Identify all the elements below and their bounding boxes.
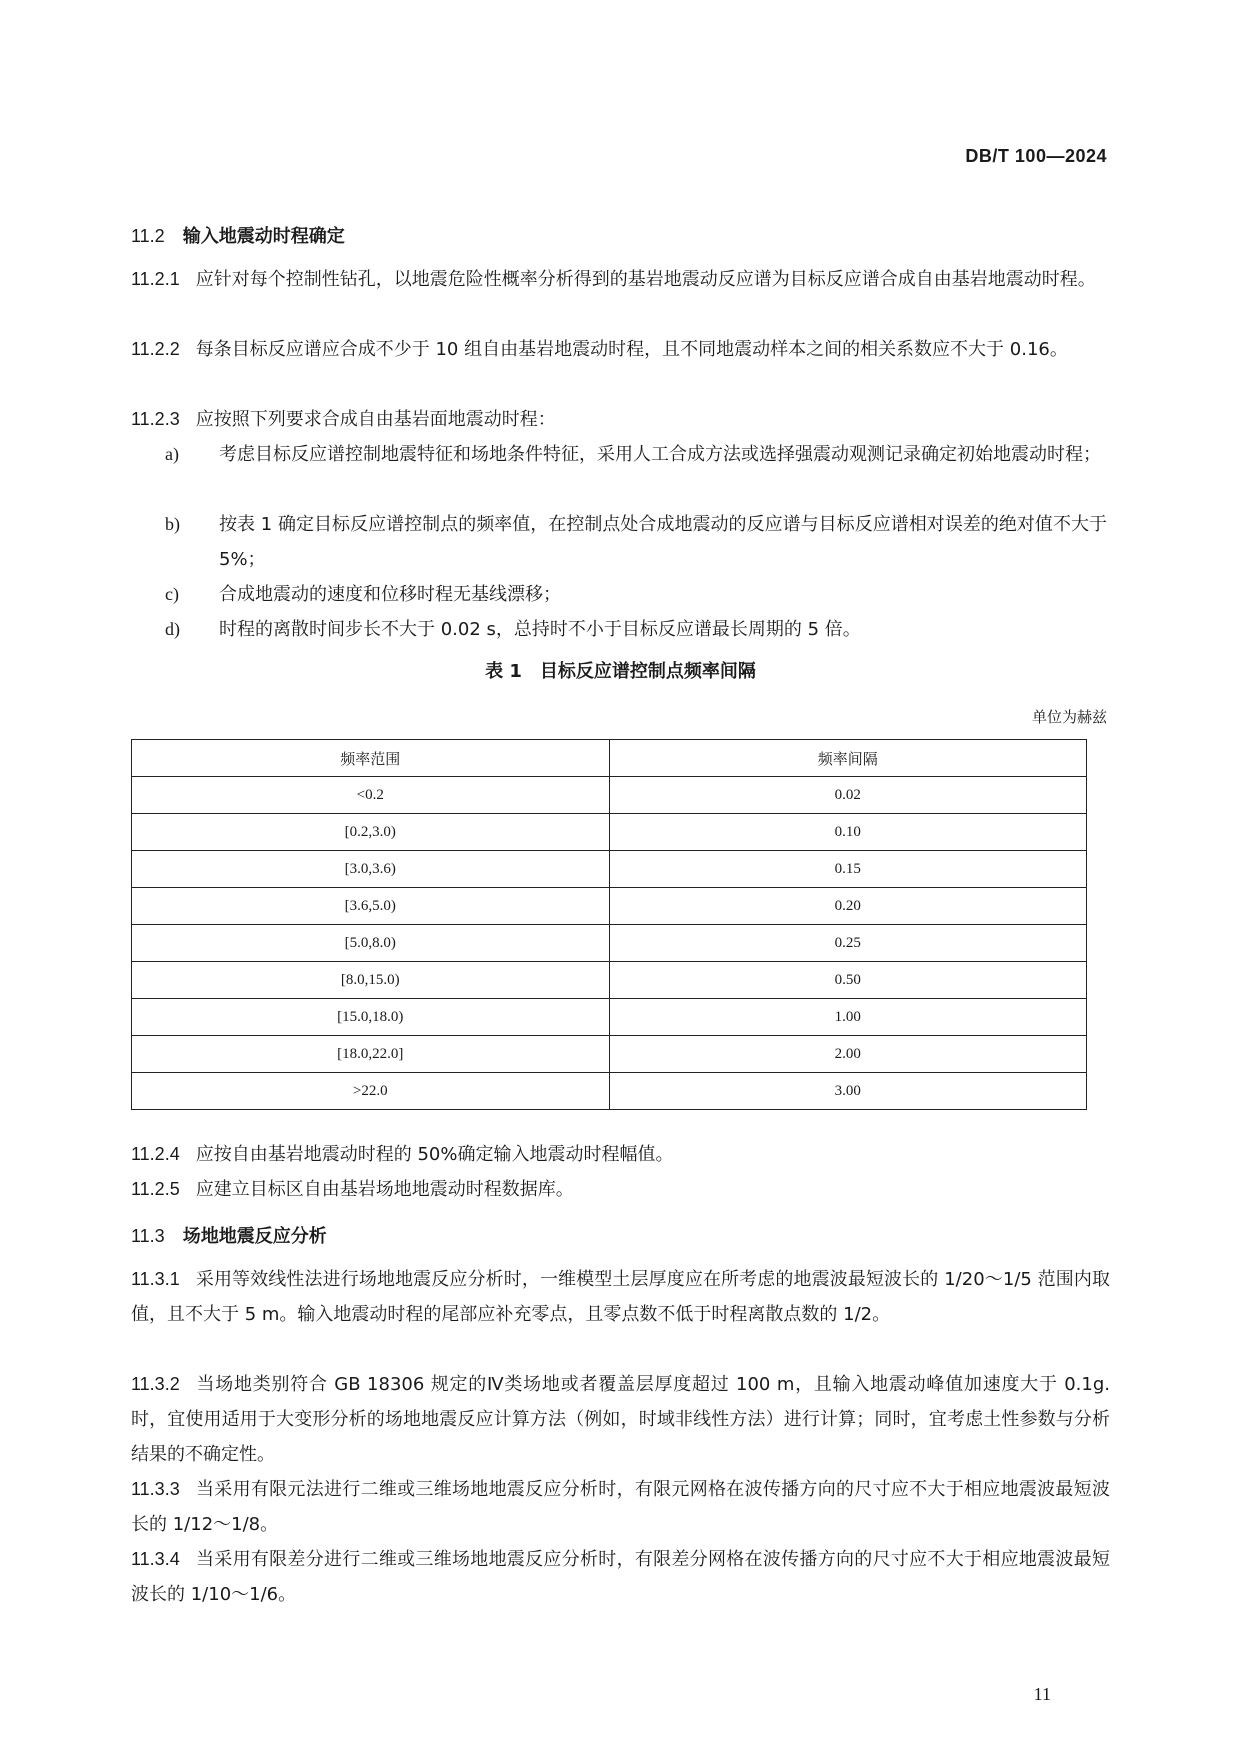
clause-text: 当采用有限元法进行二维或三维场地地震反应分析时，有限元网格在波传播方向的尺寸应不大于相应地震波最短波长的 1/12～1/8。 (131, 1479, 1110, 1535)
interval-cell: 0.25 (609, 925, 1087, 962)
range-cell: [5.0,8.0) (132, 925, 610, 962)
standard-code: DB/T 100—2024 (965, 146, 1107, 166)
interval-cell: 0.20 (609, 888, 1087, 925)
clause-number: 11.2.1 (131, 269, 180, 289)
header-frequency-range: 频率范围 (132, 740, 610, 777)
clause-text: 当采用有限差分进行二维或三维场地地震反应分析时，有限差分网格在波传播方向的尺寸应不大于相应地震波最短波长的 1/10～1/6。 (131, 1549, 1110, 1605)
list-marker: a) (165, 444, 179, 464)
table-unit: 单位为赫兹 (1031, 708, 1107, 726)
range-cell: [3.0,3.6) (132, 851, 610, 888)
clause-11-3-1 (131, 1262, 1110, 1332)
clause-number: 11.2.2 (131, 339, 180, 359)
header-frequency-interval: 频率间隔 (609, 740, 1087, 777)
interval-cell: 0.02 (609, 777, 1087, 814)
clause-text: 每条目标反应谱应合成不少于 10 组自由基岩地震动时程，且不同地震动样本之间的相关系数应不大于 0.16。 (195, 339, 1068, 360)
clause-11-2-5 (131, 1172, 1110, 1207)
interval-cell: 0.50 (609, 962, 1087, 999)
clause-number: 11.3.2 (131, 1374, 180, 1394)
page-number: 11 (1033, 1684, 1051, 1704)
clause-text: 应建立目标区自由基岩场地地震动时程数据库。 (195, 1179, 574, 1200)
range-cell: [15.0,18.0) (132, 999, 610, 1036)
interval-cell: 1.00 (609, 999, 1087, 1036)
clause-11-3-4 (131, 1542, 1110, 1612)
clause-number: 11.2.3 (131, 409, 180, 429)
section-heading-11-2 (131, 222, 345, 248)
table-row (132, 962, 1087, 999)
range-cell: <0.2 (132, 777, 610, 814)
clause-11-3-3 (131, 1472, 1110, 1542)
clause-text: 应按照下列要求合成自由基岩面地震动时程： (195, 409, 556, 430)
interval-cell: 0.10 (609, 814, 1087, 851)
clause-text: 应针对每个控制性钻孔，以地震危险性概率分析得到的基岩地震动反应谱为目标反应谱合成自由基岩地震动时程。 (195, 269, 1096, 290)
table-title (0, 657, 1241, 683)
table-label: 表 1 (485, 661, 522, 682)
clause-number: 11.3.3 (131, 1479, 180, 1499)
table-row (132, 814, 1087, 851)
list-marker: b) (165, 514, 180, 534)
list-item (165, 507, 1110, 577)
range-cell: [3.6,5.0) (132, 888, 610, 925)
clause-text: 采用等效线性法进行场地地震反应分析时，一维模型土层厚度应在所考虑的地震波最短波长的 1/20～1/5 范围内取值，且不大于 5 m。输入地震动时程的尾部应补充零点，且零点数不低于时程离散点数的 1/2。 (131, 1269, 1110, 1325)
list-text: 时程的离散时间步长不大于 0.02 s，总持时不小于目标反应谱最长周期的 5 倍。 (219, 619, 861, 640)
list-item (165, 577, 1110, 612)
clause-number: 11.3.1 (131, 1269, 180, 1289)
table-row (132, 777, 1087, 814)
interval-cell: 0.15 (609, 851, 1087, 888)
clause-number: 11.2.5 (131, 1179, 180, 1199)
table-row (132, 1073, 1087, 1110)
section-number: 11.3 (131, 1226, 165, 1246)
table-row (132, 851, 1087, 888)
table-caption: 目标反应谱控制点频率间隔 (539, 661, 756, 682)
clause-text: 当场地类别符合 GB 18306 规定的Ⅳ类场地或者覆盖层厚度超过 100 m，且输入地震动峰值加速度大于 0.1g. 时，宜使用适用于大变形分析的场地地震反应计算方法（例如，时域非线性方法）进行计算；同时，宜考虑土性参数与分析结果的不确定性。 (131, 1374, 1110, 1465)
clause-number: 11.2.4 (131, 1144, 180, 1164)
clause-11-2-1 (131, 262, 1110, 297)
section-number: 11.2 (131, 226, 165, 246)
section-title: 输入地震动时程确定 (182, 226, 345, 247)
range-cell: [0.2,3.0) (132, 814, 610, 851)
interval-cell: 2.00 (609, 1036, 1087, 1073)
list-text: 合成地震动的速度和位移时程无基线漂移； (219, 584, 561, 605)
list-item (165, 612, 1110, 647)
range-cell: [18.0,22.0] (132, 1036, 610, 1073)
clause-11-2-2 (131, 332, 1110, 367)
range-cell: [8.0,15.0) (132, 962, 610, 999)
range-cell: >22.0 (132, 1073, 610, 1110)
table-header-row (132, 740, 1087, 777)
list-item (165, 437, 1110, 472)
clause-11-2-3 (131, 402, 1110, 437)
table-row (132, 999, 1087, 1036)
frequency-table (131, 739, 1087, 1110)
clause-11-2-4 (131, 1137, 1110, 1172)
list-marker: d) (165, 619, 180, 639)
interval-cell: 3.00 (609, 1073, 1087, 1110)
table-row (132, 888, 1087, 925)
clause-number: 11.3.4 (131, 1549, 180, 1569)
clause-text: 应按自由基岩地震动时程的 50%确定输入地震动时程幅值。 (195, 1144, 674, 1165)
section-title: 场地地震反应分析 (182, 1226, 327, 1247)
list-text: 按表 1 确定目标反应谱控制点的频率值，在控制点处合成地震动的反应谱与目标反应谱相对误差的绝对值不大于 5%； (219, 514, 1107, 570)
clause-11-3-2 (131, 1367, 1110, 1472)
list-marker: c) (165, 584, 179, 604)
section-heading-11-3 (131, 1222, 327, 1248)
table-row (132, 1036, 1087, 1073)
list-text: 考虑目标反应谱控制地震特征和场地条件特征，采用人工合成方法或选择强震动观测记录确定初始地震动时程； (219, 444, 1101, 465)
table-row (132, 925, 1087, 962)
